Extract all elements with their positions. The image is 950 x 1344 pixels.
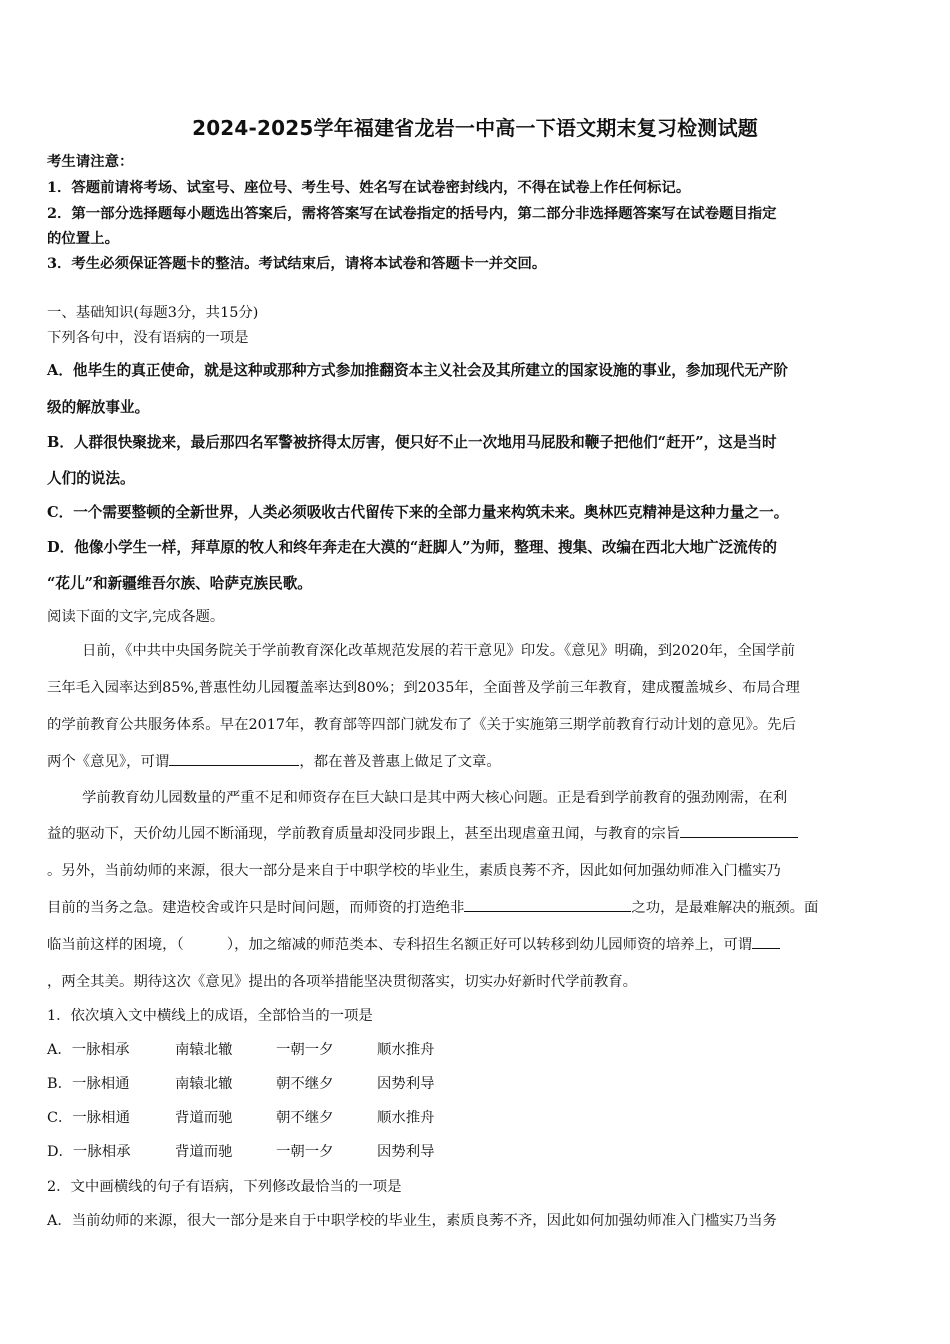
q1-option-d: D．一脉相承 xyxy=(47,1144,131,1160)
q1-option-d-term: 背道而驰 xyxy=(175,1144,233,1160)
reading-intro: 阅读下面的文字,完成各题。 xyxy=(47,609,225,625)
question-stem: 下列各句中，没有语病的一项是 xyxy=(47,330,249,346)
blank-line xyxy=(464,899,631,912)
passage-text: 临当前这样的困境，（ ），加之缩减的师范类本、专科招生名额正好可以转移到幼儿园师资的培养上，可谓 xyxy=(47,937,753,953)
q1-option-a: A．一脉相承 xyxy=(47,1042,130,1058)
q1-option-a-term: 一朝一夕 xyxy=(276,1042,334,1058)
passage-line xyxy=(47,822,798,843)
notice-item: 3．考生必须保证答题卡的整洁。考试结束后，请将本试卷和答题卡一并交回。 xyxy=(47,255,547,272)
q1-option-b-term: 南辕北辙 xyxy=(175,1076,233,1092)
passage-text: 目前的当务之急。建造校舍或许只是时间问题，而师资的打造绝非 xyxy=(47,900,465,916)
choice-d: D．他像小学生一样，拜草原的牧人和终年奔走在大漠的“赶脚人”为师，整理、搜集、改编在西北大地广泛流传的 xyxy=(47,539,777,556)
choice-a: A．他毕生的真正使命，就是这种或那种方式参加推翻资本主义社会及其所建立的国家设施的事业，参加现代无产阶 xyxy=(47,362,789,379)
choice-d-cont: “花儿”和新疆维吾尔族、哈萨克族民歌。 xyxy=(47,575,312,592)
passage-line xyxy=(47,896,818,917)
q1-option-d-term: 一朝一夕 xyxy=(276,1144,334,1160)
choice-b: B．人群很快聚拢来，最后那四名军警被挤得太厉害，便只好不止一次地用马屁股和鞭子把他们“赶开”，这是当时 xyxy=(47,434,777,451)
blank-line xyxy=(752,936,780,949)
q1-option-c: C．一脉相通 xyxy=(47,1110,130,1126)
page-title: 2024-2025学年福建省龙岩一中高一下语文期末复习检测试题 xyxy=(192,116,758,140)
q1-option-d-term: 因势利导 xyxy=(377,1144,435,1160)
notice-item: 1．答题前请将考场、试室号、座位号、考生号、姓名写在试卷密封线内，不得在试卷上作任何标记。 xyxy=(47,179,691,196)
passage-line: 三年毛入园率达到85%,普惠性幼儿园覆盖率达到80%；到2035年，全面普及学前三年教育，建成覆盖城乡、布局合理 xyxy=(47,680,800,696)
passage-line: 的学前教育公共服务体系。早在2017年，教育部等四部门就发布了《关于实施第三期学前教育行动计划的意见》。先后 xyxy=(47,717,796,733)
q1-option-b-term: 朝不继夕 xyxy=(276,1076,334,1092)
q1-option-b: B．一脉相通 xyxy=(47,1076,130,1092)
question-1-stem: 1．依次填入文中横线上的成语，全部恰当的一项是 xyxy=(47,1008,373,1024)
passage-line xyxy=(47,750,501,771)
q1-option-c-term: 顺水推舟 xyxy=(377,1110,435,1126)
blank-line xyxy=(169,753,299,766)
passage-line: 学前教育幼儿园数量的严重不足和师资存在巨大缺口是其中两大核心问题。正是看到学前教育的强劲刚需，在利 xyxy=(82,790,788,806)
q2-option-a: A．当前幼师的来源，很大一部分是来自于中职学校的毕业生，素质良莠不齐，因此如何加强幼师准入门槛实乃当务 xyxy=(47,1213,777,1229)
passage-line: 。另外，当前幼师的来源，很大一部分是来自于中职学校的毕业生，素质良莠不齐，因此如何加强幼师准入门槛实乃 xyxy=(47,863,781,879)
q1-option-c-term: 朝不继夕 xyxy=(276,1110,334,1126)
passage-line: ，两全其美。期待这次《意见》提出的各项举措能坚决贯彻落实，切实办好新时代学前教育。 xyxy=(47,974,638,990)
q1-option-a-term: 顺水推舟 xyxy=(377,1042,435,1058)
choice-a-cont: 级的解放事业。 xyxy=(47,399,150,416)
passage-text: 之功，是最难解决的瓶颈。面 xyxy=(631,900,819,916)
passage-text: 两个《意见》，可谓 xyxy=(47,754,170,770)
passage-line: 日前，《中共中央国务院关于学前教育深化改革规范发展的若干意见》印发。《意见》明确，到2020年，全国学前 xyxy=(82,643,795,659)
passage-text: 益的驱动下，天价幼儿园不断涌现，学前教育质量却没同步跟上，甚至出现虐童丑闻，与教育的宗旨 xyxy=(47,826,681,842)
q1-option-c-term: 背道而驰 xyxy=(175,1110,233,1126)
passage-text: ，都在普及普惠上做足了文章。 xyxy=(299,754,501,770)
choice-c: C．一个需要整顿的全新世界，人类必须吸收古代留传下来的全部力量来构筑未来。奥林匹克精神是这种力量之一。 xyxy=(47,504,789,521)
passage-line xyxy=(47,933,780,954)
question-2-stem: 2．文中画横线的句子有语病，下列修改最恰当的一项是 xyxy=(47,1179,402,1195)
notice-item: 2．第一部分选择题每小题选出答案后，需将答案写在试卷指定的括号内，第二部分非选择题答案写在试卷题目指定 xyxy=(47,205,777,222)
notice-item: 的位置上。 xyxy=(47,230,119,247)
choice-b-cont: 人们的说法。 xyxy=(47,470,135,487)
section-heading: 一、基础知识(每题3分，共15分) xyxy=(47,305,259,321)
q1-option-b-term: 因势利导 xyxy=(377,1076,435,1092)
q1-option-a-term: 南辕北辙 xyxy=(175,1042,233,1058)
blank-line xyxy=(680,825,798,838)
notice-heading: 考生请注意： xyxy=(47,153,134,170)
